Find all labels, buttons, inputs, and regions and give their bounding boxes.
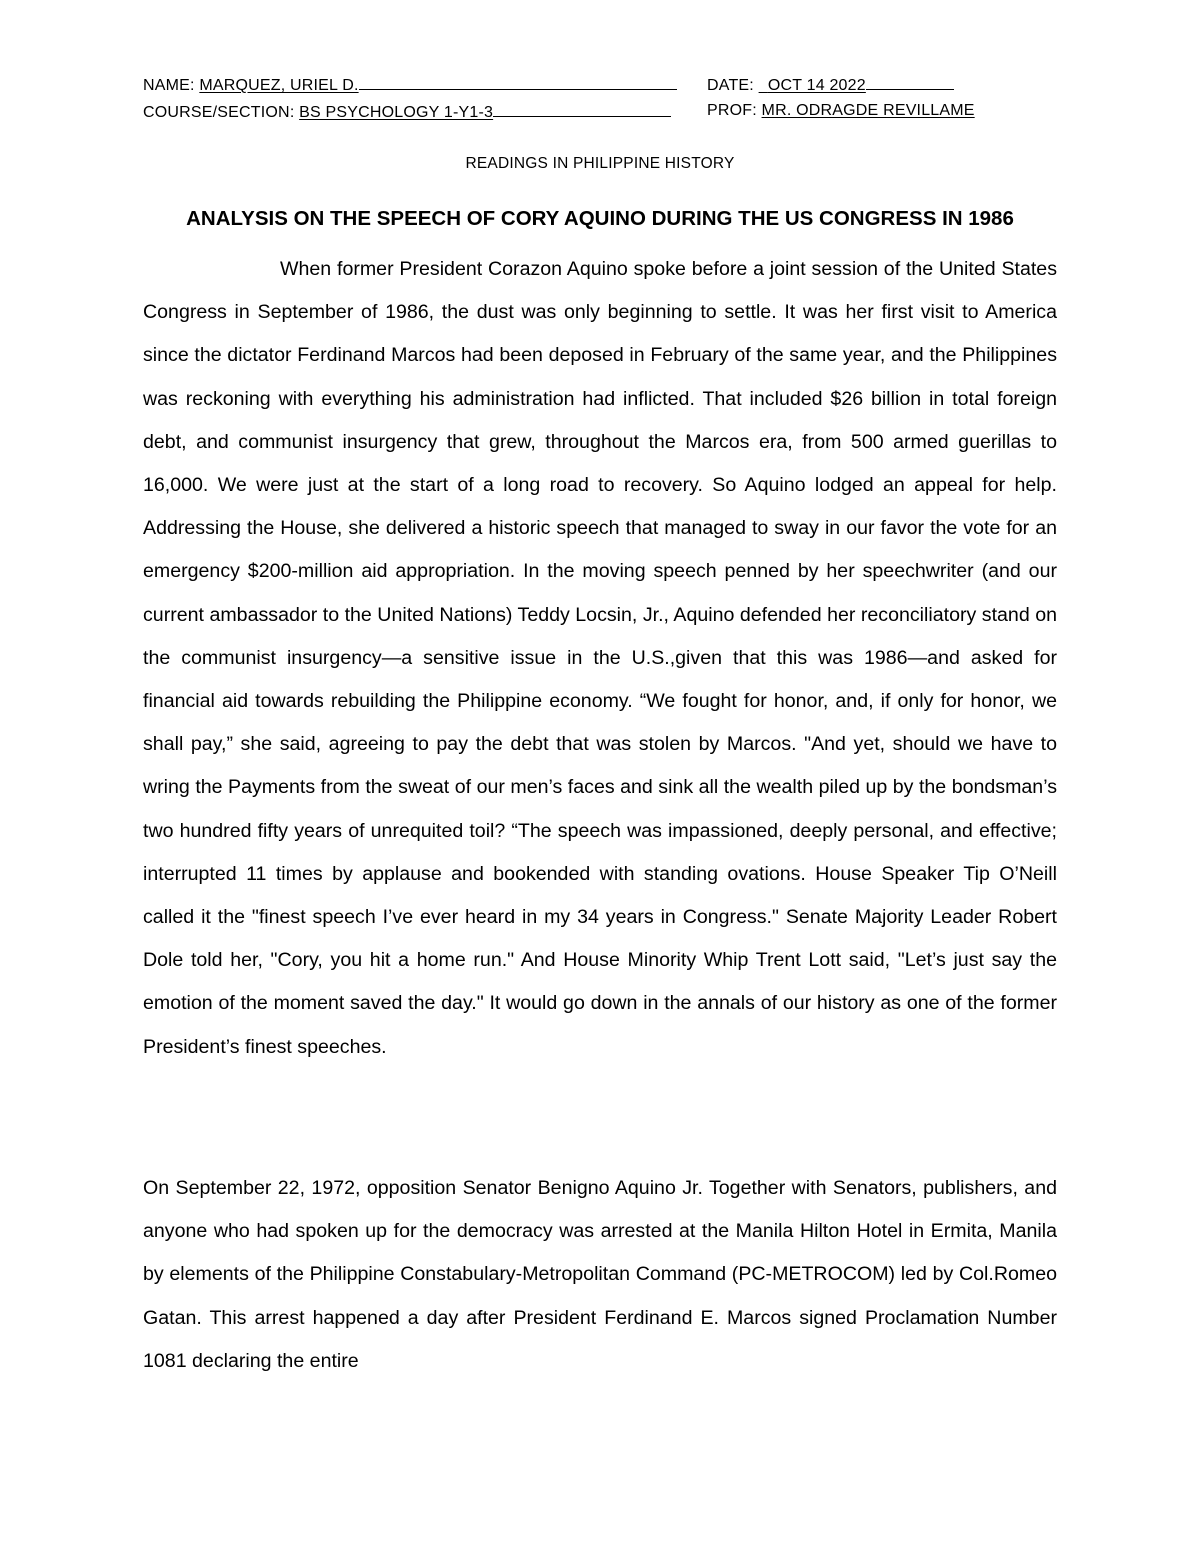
date-label: DATE: [707, 77, 754, 94]
document-title: ANALYSIS ON THE SPEECH OF CORY AQUINO DURING THE US CONGRESS IN 1986 [186, 207, 1014, 230]
name-value-text: MARQUEZ, URIEL D. [199, 77, 359, 94]
course-label: COURSE/SECTION: [143, 104, 295, 121]
prof-label: PROF: [707, 102, 757, 119]
date-value [759, 77, 954, 94]
course-value [299, 104, 671, 121]
course-field [143, 102, 671, 122]
date-field [707, 75, 954, 95]
name-label: NAME: [143, 77, 195, 94]
name-value [199, 77, 676, 94]
name-field [143, 75, 677, 95]
paragraph-2: On September 22, 1972, opposition Senator Benigno Aquino Jr. Together with Senators, publishers, and anyone who had spoken up for the democracy was arrested at the Manila Hilton Hotel in Ermita, Manila by elements of the Philippine Constabulary-Metropolitan Command (PC-METROCOM) led by Col.Romeo Gatan. This arrest happened a day after President Ferdinand E. Marcos signed Proclamation Number 1081 declaring the entire [143, 1177, 1057, 1372]
course-blank-line [493, 102, 671, 117]
prof-field [707, 102, 975, 120]
date-value-text: OCT 14 2022 [767, 77, 866, 94]
paragraph-1: When former President Corazon Aquino spoke before a joint session of the United States Congress in September of 1986, the dust was only beginning to settle. It was her first visit to America since the dictator Ferdinand Marcos had been deposed in February of the same year, and the Philippines was reckoning with everything his administration had inflicted. That included $26 billion in total foreign debt, and communist insurgency that grew, throughout the Marcos era, from 500 armed guerillas to 16,000. We were just at the start of a long road to recovery. So Aquino lodged an appeal for help. Addressing the House, she delivered a historic speech that managed to sway in our favor the vote for an emergency $200-million aid appropriation. In the moving speech penned by her speechwriter (and our current ambassador to the United Nations) Teddy Locsin, Jr., Aquino defended her reconciliatory stand on the communist insurgency—a sensitive issue in the U.S.,given that this was 1986—and asked for financial aid towards rebuilding the Philippine economy. “We fought for honor, and, if only for honor, we shall pay,” she said, agreeing to pay the debt that was stolen by Marcos. "And yet, should we have to wring the Payments from the sweat of our men’s faces and sink all the wealth piled up by the bondsman’s two hundred fifty years of unrequited toil? “The speech was impassioned, deeply personal, and effective; interrupted 11 times by applause and bookended with standing ovations. House Speaker Tip O’Neill called it the "finest speech I’ve ever heard in my 34 years in Congress." Senate Majority Leader Robert Dole told her, "Cory, you hit a home run." And House Minority Whip Trent Lott said, "Let’s just say the emotion of the moment saved the day." It would go down in the annals of our history as one of the former President’s finest speeches. [143, 258, 1057, 1058]
course-subject-heading: READINGS IN PHILIPPINE HISTORY [465, 155, 735, 172]
prof-value: MR. ODRAGDE REVILLAME [761, 102, 975, 119]
course-value-text: BS PSYCHOLOGY 1-Y1-3 [299, 104, 494, 121]
date-blank-line [866, 75, 954, 90]
name-blank-line [359, 75, 677, 90]
